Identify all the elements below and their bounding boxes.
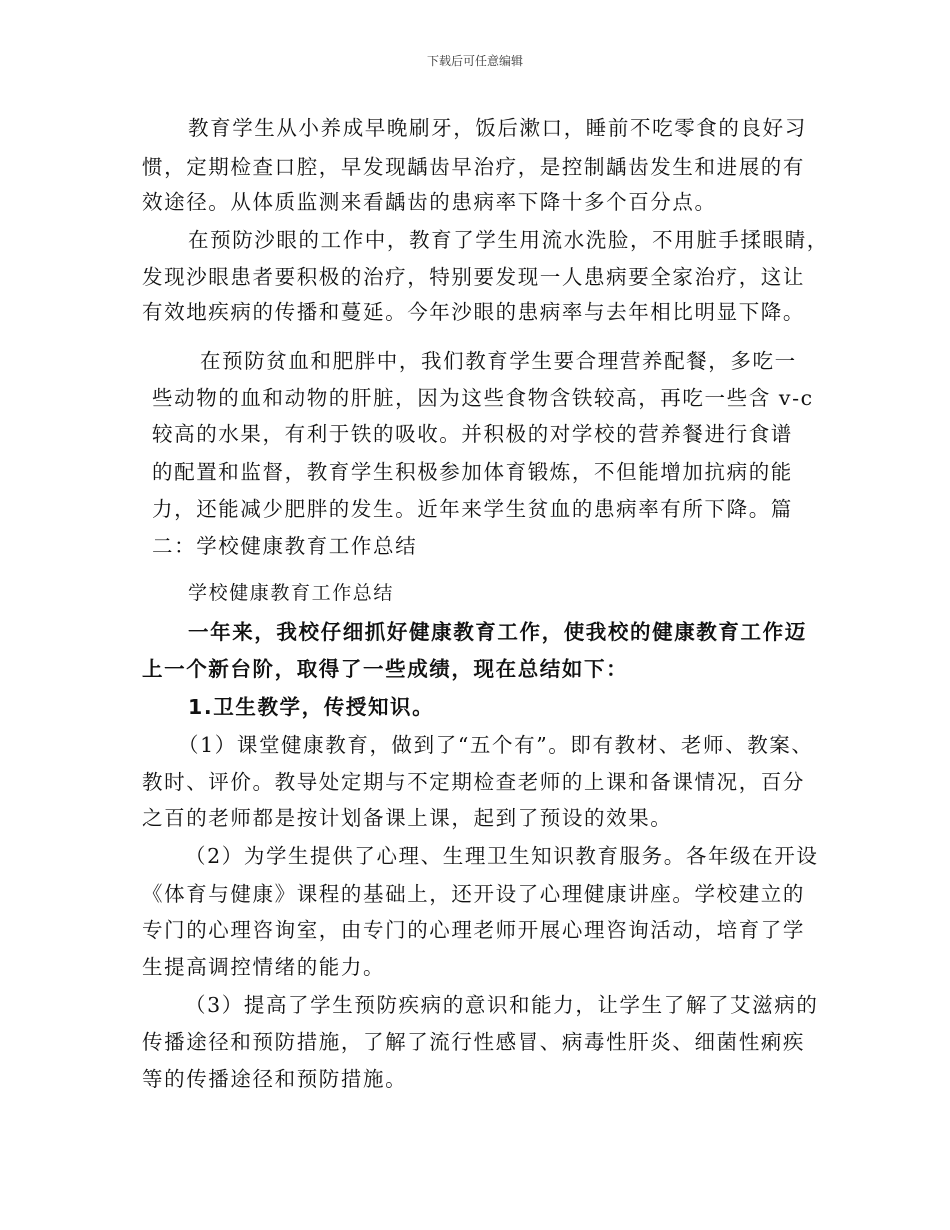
paragraph-line: 专门的心理咨询室，由专门的心理老师开展心理咨询活动，培育了学 [142,918,805,942]
paragraph-line: 有效地疾病的传播和蔓延。今年沙眼的患病率与去年相比明显下降。 [142,300,805,324]
paragraph-line: 效途径。从体质监测来看龋齿的患病率下降十多个百分点。 [142,190,717,214]
paragraph-line: 教育学生从小养成早晚刷牙，饭后漱口，睡前不吃零食的良好习 [188,116,807,140]
paragraph-line: 《体育与健康》课程的基础上，还开设了心理健康讲座。学校建立的 [142,882,805,906]
paragraph-line: 些动物的血和动物的肝脏，因为这些食物含铁较高，再吃一些含 v-c [152,386,814,410]
paragraph-line: 生提高调控情绪的能力。 [142,955,386,979]
paragraph-line: 在预防沙眼的工作中，教育了学生用流水洗脸，不用脏手揉眼睛， [188,228,829,252]
paragraph-line: 教时、评价。教导处定期与不定期检查老师的上课和备课情况，百分 [142,770,805,794]
paragraph-line: （2）为学生提供了心理、生理卫生知识教育服务。各年级在开设 [185,844,819,868]
paragraph-line: （3）提高了学生预防疾病的意识和能力，让学生了解了艾滋病的 [185,993,819,1017]
paragraph-line: 发现沙眼患者要积极的治疗，特别要发现一人患病要全家治疗，这让 [142,265,805,289]
section-heading: 1.卫生教学，传授知识。 [188,695,435,719]
intro-line: 一年来，我校仔细抓好健康教育工作，使我校的健康教育工作迈 [188,620,807,644]
intro-line: 上一个新台阶，取得了一些成绩，现在总结如下： [142,657,629,681]
paragraph-line: 等的传播途径和预防措施。 [142,1067,408,1091]
page-header: 下载后可任意编辑 [426,54,523,68]
paragraph-line: 二：学校健康教育工作总结 [152,534,418,558]
paragraph-line: 力，还能减少肥胖的发生。近年来学生贫血的患病率有所下降。篇 [152,497,793,521]
paragraph-line: 的配置和监督，教育学生积极参加体育锻炼，不但能增加抗病的能 [152,460,793,484]
paragraph-line: 较高的水果，有利于铁的吸收。并积极的对学校的营养餐进行食谱 [152,422,793,446]
paragraph-line: 传播途径和预防措施，了解了流行性感冒、病毒性肝炎、细菌性痢疾 [142,1030,805,1054]
paragraph-line: 惯，定期检查口腔，早发现龋齿早治疗，是控制龋齿发生和进展的有 [142,155,805,179]
paragraph-line: 之百的老师都是按计划备课上课，起到了预设的效果。 [142,806,673,830]
paragraph-line: （1）课堂健康教育，做到了“五个有”。即有教材、老师、教案、 [178,733,814,757]
section-title: 学校健康教育工作总结 [188,582,395,604]
paragraph-line: 在预防贫血和肥胖中，我们教育学生要合理营养配餐，多吃一 [200,349,797,373]
